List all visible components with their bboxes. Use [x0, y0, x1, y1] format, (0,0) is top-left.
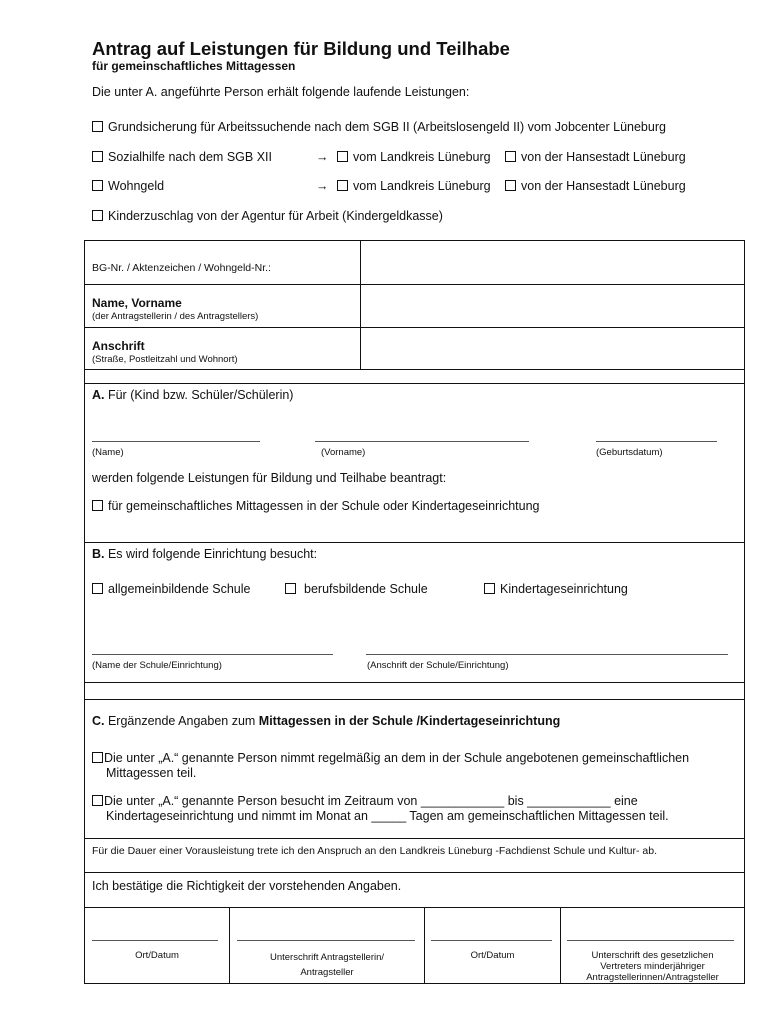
section-b-title: Es wird folgende Einrichtung besucht:	[104, 547, 318, 561]
section-a-heading	[92, 388, 293, 402]
option-kita	[484, 582, 628, 596]
school-address-line[interactable]	[366, 654, 728, 655]
section-a-title: Für (Kind bzw. Schüler/Schülerin)	[104, 388, 294, 402]
wohngeld-hansestadt-label: von der Hansestadt Lüneburg	[521, 179, 686, 193]
grundsicherung-checkbox[interactable]	[92, 121, 103, 132]
wohngeld-landkreis-label: vom Landkreis Lüneburg	[353, 179, 491, 193]
child-vorname-label: (Vorname)	[321, 447, 366, 458]
sozialhilfe-hansestadt-label: von der Hansestadt Lüneburg	[521, 150, 686, 164]
sozialhilfe-checkbox[interactable]	[92, 151, 103, 162]
kinderzuschlag-label: Kinderzuschlag von der Agentur für Arbeit (Kindergeldkasse)	[108, 209, 443, 223]
sozialhilfe-landkreis-label: vom Landkreis Lüneburg	[353, 150, 491, 164]
confirmation-text: Ich bestätige die Richtigkeit der vorstehenden Angaben.	[92, 879, 402, 893]
divider	[84, 699, 745, 700]
mittagessen-label: für gemeinschaftliches Mittagessen in der Schule oder Kindertageseinrichtung	[108, 499, 540, 513]
allgemeinbildend-checkbox[interactable]	[92, 583, 103, 594]
divider	[84, 907, 745, 908]
sig-applicant-line2: Antragsteller	[300, 967, 354, 978]
wohngeld-landkreis	[337, 179, 491, 193]
section-c-title: Ergänzende Angaben zum	[104, 714, 259, 728]
sozialhilfe-label: Sozialhilfe nach dem SGB XII	[108, 150, 272, 164]
section-c-heading	[92, 714, 560, 728]
applicant-name-label: Name, Vorname	[92, 296, 182, 310]
divider	[84, 682, 745, 683]
school-name-label: (Name der Schule/Einrichtung)	[92, 660, 222, 671]
applicant-address-field[interactable]	[361, 328, 744, 369]
zeitraum-checkbox[interactable]	[92, 795, 103, 806]
divider	[84, 369, 745, 370]
frame-bottom-border	[84, 983, 745, 984]
zeitraum-line2: Kindertageseinrichtung und nimmt im Monat an _____ Tagen am gemeinschaftlichen Mittagessen teil.	[106, 809, 669, 823]
sig-ort-datum-label-2: Ort/Datum	[470, 950, 515, 961]
sig-guardian-label	[561, 950, 744, 983]
benefit-kinderzuschlag	[92, 209, 443, 223]
divider	[84, 838, 745, 839]
section-b-heading	[92, 547, 317, 561]
option-mittagessen	[92, 499, 540, 513]
signature-divider	[424, 907, 425, 984]
wohngeld-checkbox[interactable]	[92, 180, 103, 191]
berufsbildend-label: berufsbildende Schule	[304, 582, 428, 596]
sozialhilfe-hansestadt-checkbox[interactable]	[505, 151, 516, 162]
ort-datum-line-2[interactable]	[431, 940, 552, 941]
school-name-line[interactable]	[92, 654, 333, 655]
benefit-sozialhilfe	[92, 150, 272, 164]
arrow-icon: →	[316, 150, 329, 164]
berufsbildend-checkbox[interactable]	[285, 583, 296, 594]
child-vorname-line[interactable]	[315, 441, 529, 442]
mittagessen-checkbox[interactable]	[92, 500, 103, 511]
section-a-prefix: A.	[92, 388, 105, 402]
benefit-grundsicherung	[92, 120, 666, 134]
sig-guardian-line1: Unterschrift des gesetzlichen	[591, 950, 714, 961]
divider	[84, 383, 745, 384]
assignment-text: Für die Dauer einer Vorausleistung trete ich den Anspruch an den Landkreis Lüneburg -Fachdienst Schule und Kultur- ab.	[92, 845, 658, 857]
zeitraum-line1: Die unter „A.“ genannte Person besucht im Zeitraum von ____________ bis ____________ eine	[104, 794, 638, 808]
applicant-name-sublabel: (der Antragstellerin / des Antragstellers)	[92, 311, 259, 322]
sig-guardian-line3: Antragstellerinnen/Antragsteller	[586, 972, 719, 983]
sozialhilfe-hansestadt	[505, 150, 686, 164]
request-text: werden folgende Leistungen für Bildung und Teilhabe beantragt:	[92, 471, 447, 485]
signature-line-applicant[interactable]	[237, 940, 415, 941]
sig-guardian-line2: Vertreters minderjähriger	[600, 961, 705, 972]
form-title: Antrag auf Leistungen für Bildung und Teilhabe	[92, 38, 510, 59]
grundsicherung-label: Grundsicherung für Arbeitssuchende nach dem SGB II (Arbeitslosengeld II) vom Jobcenter Lüneburg	[108, 120, 666, 134]
section-c-title-bold: Mittagessen in der Schule /Kindertageseinrichtung	[258, 714, 561, 728]
signature-line-guardian[interactable]	[567, 940, 734, 941]
child-name-line[interactable]	[92, 441, 260, 442]
child-name-label: (Name)	[92, 447, 124, 458]
kita-checkbox[interactable]	[484, 583, 495, 594]
option-berufsbildend	[285, 582, 428, 596]
option-allgemeinbildend	[92, 582, 250, 596]
bg-nr-label: BG-Nr. / Aktenzeichen / Wohngeld-Nr.:	[92, 262, 271, 274]
benefit-wohngeld	[92, 179, 164, 193]
form-subtitle: für gemeinschaftliches Mittagessen	[92, 59, 296, 73]
applicant-address-sublabel: (Straße, Postleitzahl und Wohnort)	[92, 354, 238, 365]
option-zeitraum	[92, 794, 669, 824]
sozialhilfe-landkreis-checkbox[interactable]	[337, 151, 348, 162]
section-c-prefix: C.	[92, 714, 105, 728]
child-birthdate-label: (Geburtsdatum)	[596, 447, 663, 458]
child-birthdate-line[interactable]	[596, 441, 717, 442]
arrow-icon: →	[316, 179, 329, 193]
applicant-address-label: Anschrift	[92, 339, 145, 353]
wohngeld-hansestadt-checkbox[interactable]	[505, 180, 516, 191]
divider	[84, 872, 745, 873]
school-address-label: (Anschrift der Schule/Einrichtung)	[367, 660, 509, 671]
regelmaessig-line1: Die unter „A.“ genannte Person nimmt regelmäßig an dem in der Schule angebotenen gemeinschaftlichen	[104, 751, 690, 765]
divider	[84, 542, 745, 543]
section-b-prefix: B.	[92, 547, 105, 561]
wohngeld-landkreis-checkbox[interactable]	[337, 180, 348, 191]
regelmaessig-line2: Mittagessen teil.	[106, 766, 197, 780]
applicant-name-field[interactable]	[361, 285, 744, 327]
kinderzuschlag-checkbox[interactable]	[92, 210, 103, 221]
option-regelmaessig	[92, 751, 689, 781]
intro-text: Die unter A. angeführte Person erhält folgende laufende Leistungen:	[92, 85, 470, 99]
regelmaessig-checkbox[interactable]	[92, 752, 103, 763]
wohngeld-hansestadt	[505, 179, 686, 193]
bg-nr-field[interactable]	[361, 241, 744, 284]
kita-label: Kindertageseinrichtung	[500, 582, 628, 596]
sig-ort-datum-label-1: Ort/Datum	[135, 950, 179, 961]
ort-datum-line-1[interactable]	[92, 940, 218, 941]
sozialhilfe-landkreis	[337, 150, 491, 164]
wohngeld-label: Wohngeld	[108, 179, 165, 193]
allgemeinbildend-label: allgemeinbildende Schule	[108, 582, 251, 596]
sig-applicant-line1: Unterschrift Antragstellerin/	[269, 952, 385, 963]
sig-applicant-label	[230, 950, 424, 980]
